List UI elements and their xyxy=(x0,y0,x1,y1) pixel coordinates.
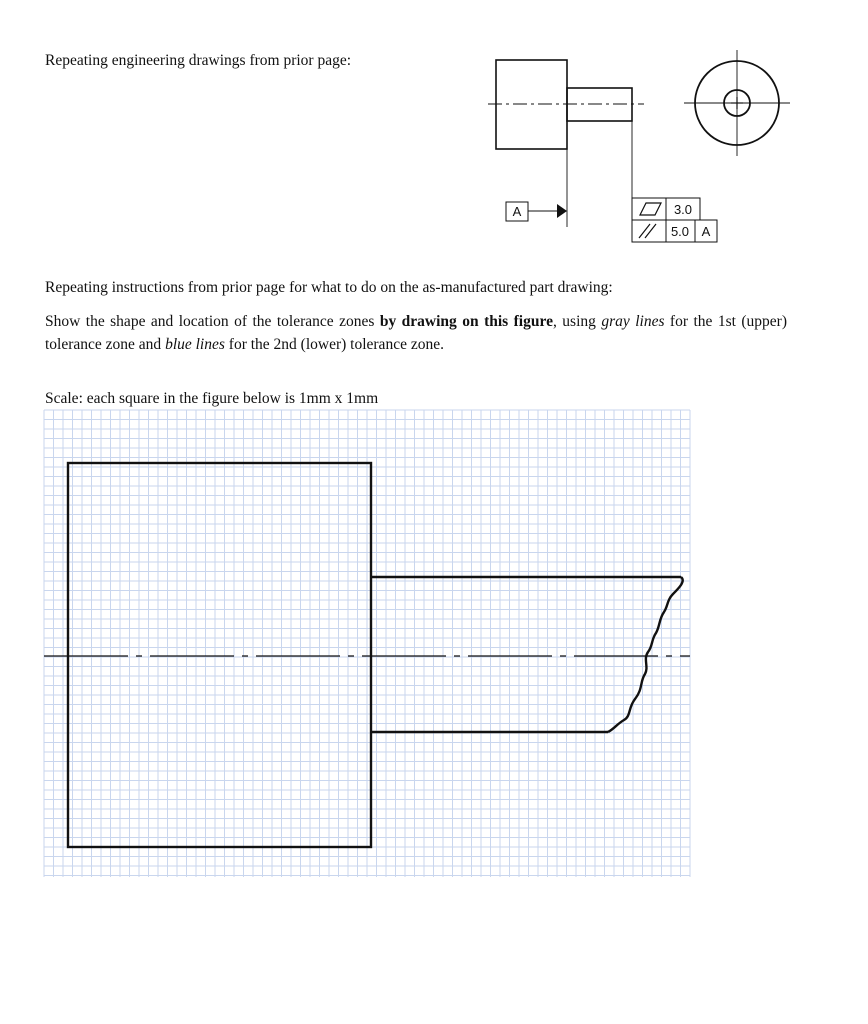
instr-mid1: , using xyxy=(552,313,602,330)
instructions-title: Repeating instructions from prior page for what to do on the as-manufactured part drawing: xyxy=(45,279,613,296)
instr-pre: Show the shape and location of the tolerance zones xyxy=(45,313,380,330)
large-cylinder-outline xyxy=(68,463,371,847)
instr-bold: by drawing on this figure xyxy=(379,313,553,330)
page-heading: Repeating engineering drawings from prior page: xyxy=(45,52,352,69)
instr-gray-lines: gray lines xyxy=(601,313,665,330)
fcf-row1-value: 3.0 xyxy=(673,202,693,217)
fcf-row2-value: 5.0 xyxy=(670,224,690,239)
instr-mid2: for the 1st (upper) tolerance zone and xyxy=(45,313,788,353)
instr-post: for the 2nd (lower) tolerance zone. xyxy=(224,336,444,353)
instr-blue-lines: blue lines xyxy=(165,336,225,353)
fcf-row2-datum: A xyxy=(701,224,711,239)
datum-label: A xyxy=(512,204,522,219)
grid xyxy=(44,410,690,877)
scale-text: Scale: each square in the figure below is 1mm x 1mm xyxy=(45,390,379,407)
